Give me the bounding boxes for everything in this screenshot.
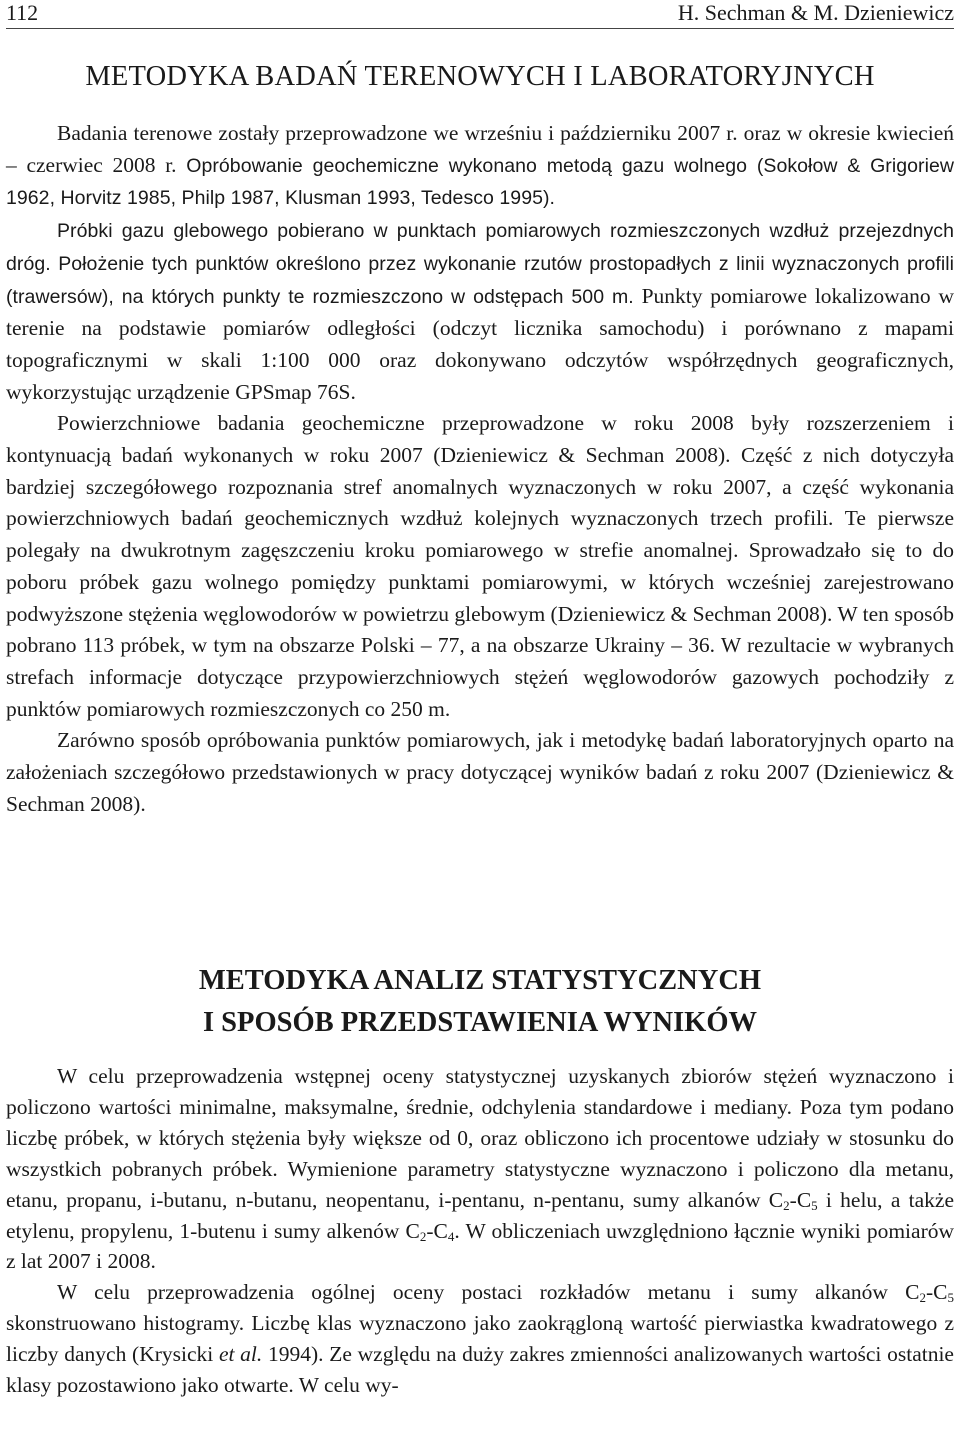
paragraph-text: Badania terenowe zostały przeprowadzone we wrześniu i październiku 2007 r. oraz w okresie kwiecień – czerwiec 2008 r. xyxy=(6,121,954,177)
subscript: 2 xyxy=(419,1228,427,1244)
italic-text: et al. xyxy=(218,1342,263,1367)
title-line: METODYKA ANALIZ STATYSTYCZNYCH xyxy=(198,965,762,996)
paragraph-text: -C xyxy=(789,1187,812,1212)
running-header xyxy=(6,0,954,29)
paragraph-text: Opróbowanie geochemiczne wykonano metodą gazu wolnego (Sokołow & Grigoriew 1962, Horvitz 1985, Philp 1987, Klusman 1993, Tedesco 1995). xyxy=(6,154,954,210)
paragraph-text: i helu, a także etylenu, propylenu, 1-butenu i sumy alkenów C xyxy=(6,1187,954,1243)
paragraph-text: -C xyxy=(926,1280,948,1305)
paragraph: Zarówno sposób opróbowania punktów pomiarowych, jak i metodykę badań laboratoryjnych oparto na założeniach szczegółowo przedstawionych w pracy dotyczącej wyników badań z roku 2007 (Dzieniewicz & Sechman 2008). xyxy=(6,728,954,816)
section-body-statistics xyxy=(6,1061,954,1401)
paragraph xyxy=(6,1277,954,1401)
paragraph xyxy=(6,118,954,215)
paragraph-text: W celu przeprowadzenia wstępnej oceny statystycznej uzyskanych zbiorów stężeń wyznaczono i policzono wartości minimalne, maksymalne, średnie, odchylenia standardowe i mediany. Poza tym podano liczbę próbek, w których stężenia były większe od 0, oraz obliczono ich procentowe udziały w stosunku do wszystkich pobranych próbek. Wymienione parametry statystyczne wyznaczono i policzono dla metanu, etanu, propanu, i-butanu, n-butanu, neopentanu, i-pentanu, n-pentanu, sumy alkanów C xyxy=(6,1064,954,1212)
paragraph: Powierzchniowe badania geochemiczne przeprowadzone w roku 2008 były rozszerzeniem i kontynuacją badań wykonanych w roku 2007 (Dzieniewicz & Sechman 2008). Część z nich dotyczyła bardziej szczegółowego rozpoznania stref anomalnych wyznaczonych w roku 2007, a część wykonania powierzchniowych badań geochemicznych wzdłuż kolejnych wyznaczonych trzech profili. Te pierwsze polegały na dwukrotnym zagęszczeniu kroku pomiarowego w strefie anomalnej. Sprowadzało się to do poboru próbek gazu wolnego pomiędzy punktami pomiarowymi, w których wcześniej zarejestrowano podwyższone stężenia węglowodorów w powietrzu glebowym (Dzieniewicz & Sechman 2008). W ten sposób pobrano 113 próbek, w tym na obszarze Polski – 77, a na obszarze Ukrainy – 36. W rezultacie w wybranych strefach informacje dotyczące przypowierzchniowych stężeń węglowodorów gazowych pochodziły z punktów pomiarowych rozmieszczonych co 250 m. xyxy=(6,411,954,721)
section-title-statistics xyxy=(0,960,960,1044)
paragraph-text: -C xyxy=(426,1218,448,1243)
page-number: 112 xyxy=(6,0,39,25)
subscript: 5 xyxy=(947,1290,954,1306)
section-title-field-lab-methods: METODYKA BADAŃ TERENOWYCH I LABORATORYJNYCH xyxy=(85,61,875,92)
section-body-field-lab-methods xyxy=(6,118,954,820)
paragraph-text: . W obliczeniach uwzględniono łącznie wyniki pomiarów z lat 2007 i 2008. xyxy=(6,1218,954,1274)
paragraph-text: W celu przeprowadzenia ogólnej oceny postaci rozkładów metanu i sumy alkanów C xyxy=(57,1280,920,1305)
paragraph-text: 1994). Ze względu na duży zakres zmienności analizowanych wartości ostatnie klasy pozostawiono jako otwarte. W celu wy- xyxy=(6,1342,954,1398)
paragraph-text: skonstruowano histogramy. Liczbę klas wyznaczono jako zaokrągloną wartość pierwiastka kwadratowego z liczby danych (Krysicki xyxy=(6,1311,954,1367)
paragraph xyxy=(6,1061,954,1277)
subscript: 5 xyxy=(811,1197,818,1213)
subscript: 4 xyxy=(447,1228,455,1244)
subscript: 2 xyxy=(783,1197,790,1213)
running-authors: H. Sechman & M. Dzieniewicz xyxy=(677,0,954,25)
subscript: 2 xyxy=(919,1290,926,1306)
paragraph-text: Próbki gazu glebowego pobierano w punktach pomiarowych rozmieszczonych wzdłuż przejezdnych dróg. Położenie tych punktów określono przez wykonanie rzutów prostopadłych z linii wyznaczonych profili (trawersów), na których punkty te rozmieszczono w odstępach 500 m. xyxy=(6,220,954,308)
title-line: I SPOSÓB PRZEDSTAWIENIA WYNIKÓW xyxy=(202,1007,758,1038)
paragraph xyxy=(6,215,954,408)
paragraph-text: Punkty pomiarowe lokalizowano w terenie na podstawie pomiarów odległości (odczyt licznika samochodu) i porównano z mapami topograficznymi w skali 1:100 000 oraz dokonywano odczytów współrzędnych geograficznych, wykorzystując urządzenie GPSmap 76S. xyxy=(6,283,954,404)
